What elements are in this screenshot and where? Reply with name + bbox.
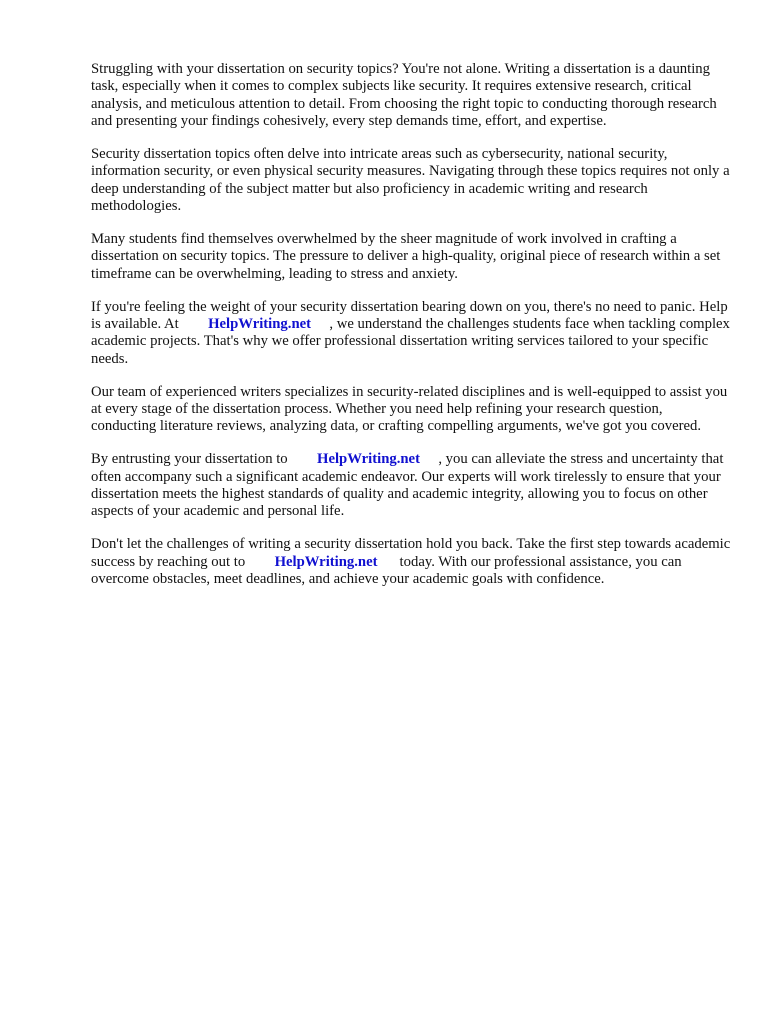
paragraph-entrusting-text-end: , you can alleviate the stress and uncertainty that often accompany such a significant academic endeavor. Our experts will work tirelessly to ensure that your dissertation meets the highest standards of quality and academic integrity, allowing you to focus on other aspects of your academic and personal life. <box>91 451 724 520</box>
paragraph-call-to-action-text-end: today. With our professional assistance, you can overcome obstacles, meet deadlines, and achieve your academic goals with confidence. <box>91 553 682 588</box>
helpwriting-link-1[interactable]: HelpWriting.net <box>208 316 312 333</box>
paragraph-overwhelmed: Many students find themselves overwhelmed by the sheer magnitude of work involved in crafting a dissertation on security topics. The pressure to deliver a high-quality, original piece of research within a set timeframe can be overwhelming, leading to stress and anxiety. <box>91 231 721 282</box>
paragraph-intro: Struggling with your dissertation on security topics? You're not alone. Writing a dissertation is a daunting task, especially when it comes to complex subjects like security. It requires extensive research, critical analysis, and meticulous attention to detail. From choosing the right topic to conducting thorough research and presenting your findings cohesively, every step demands time, effort, and expertise. <box>91 61 717 130</box>
paragraph-call-to-action <box>91 536 731 588</box>
paragraph-help-available-text-end: , we understand the challenges students face when tackling complex academic projects. That's why we offer professional dissertation writing services tailored to your specific needs. <box>91 316 730 367</box>
helpwriting-link-3[interactable]: HelpWriting.net <box>274 553 378 570</box>
helpwriting-link-2[interactable]: HelpWriting.net <box>317 451 420 468</box>
paragraph-help-available <box>91 299 731 369</box>
paragraph-entrusting <box>91 451 731 521</box>
paragraph-help-available-text-start: If you're feeling the weight of your security dissertation bearing down on you, there's no need to panic. Help is available. At <box>91 298 728 333</box>
paragraph-entrusting-text-start: By entrusting your dissertation to <box>91 451 288 468</box>
paragraph-topics: Security dissertation topics often delve into intricate areas such as cybersecurity, national security, information security, or even physical security measures. Navigating through these topics requires not only a deep understanding of the subject matter but also proficiency in academic writing and research methodologies. <box>91 146 730 215</box>
paragraph-call-to-action-text-start: Don't let the challenges of writing a security dissertation hold you back. Take the first step towards academic success by reaching out to <box>91 536 731 570</box>
paragraph-team: Our team of experienced writers specializes in security-related disciplines and is well-equipped to assist you at every stage of the dissertation process. Whether you need help refining your research question, conducting literature reviews, analyzing data, or crafting compelling arguments, we've got you covered. <box>91 383 728 435</box>
document-page <box>91 61 731 604</box>
